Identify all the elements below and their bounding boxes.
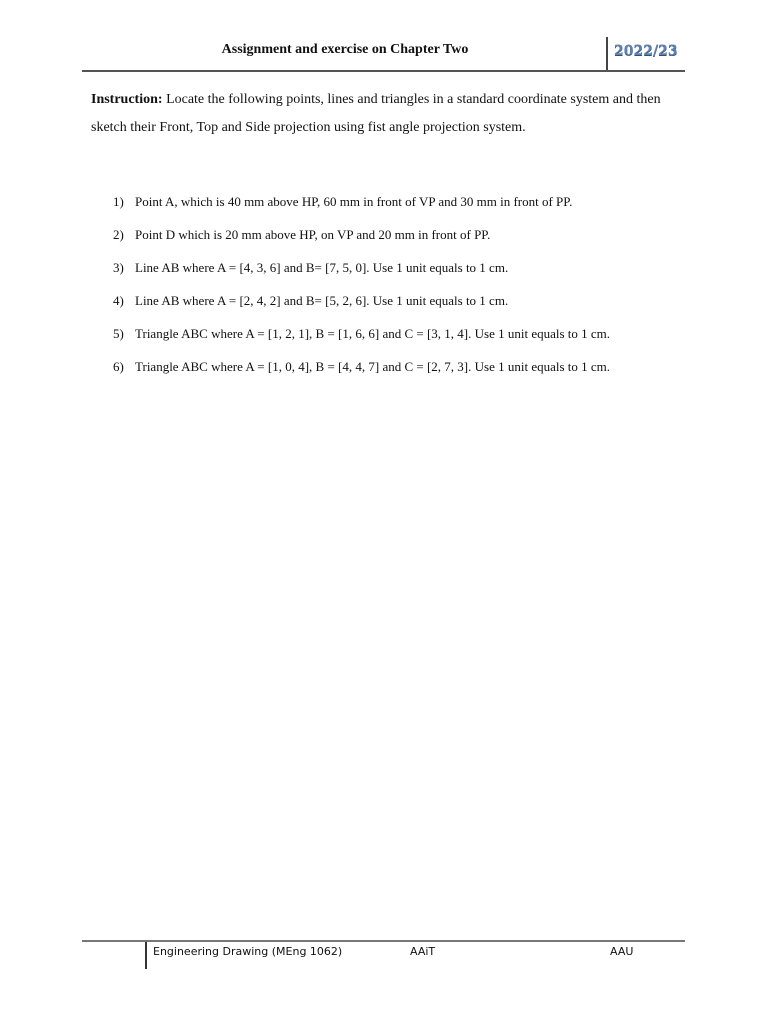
task-text: Point D which is 20 mm above HP, on VP and 20 mm in front of PP. [135,227,491,242]
task-text: Line AB where A = [2, 4, 2] and B= [5, 2, 6]. Use 1 unit equals to 1 cm. [135,293,509,308]
header-divider [606,37,608,70]
task-number: 3) [113,260,124,275]
instruction-paragraph [91,86,681,142]
list-item [113,259,713,292]
task-number: 1) [113,194,124,209]
footer-institute: AAiT [410,945,436,958]
footer-course: Engineering Drawing (MEng 1062) [153,945,343,958]
footer-divider [145,942,147,969]
task-number: 5) [113,326,124,341]
task-text: Line AB where A = [4, 3, 6] and B= [7, 5, 0]. Use 1 unit equals to 1 cm. [135,260,509,275]
header-title: Assignment and exercise on Chapter Two [221,42,469,57]
task-text: Triangle ABC where A = [1, 0, 4], B = [4, 4, 7] and C = [2, 7, 3]. Use 1 unit equals to 1 cm. [135,359,611,374]
footer-university: AAU [610,945,634,958]
task-number: 2) [113,227,124,242]
task-text: Triangle ABC where A = [1, 2, 1], B = [1, 6, 6] and C = [3, 1, 4]. Use 1 unit equals to 1 cm. [135,326,611,341]
footer-rule [82,940,685,942]
task-number: 6) [113,359,124,374]
list-item [113,226,713,259]
instruction-label: Instruction: [91,92,163,107]
list-item [113,292,713,325]
header-rule [82,70,685,72]
instruction-text: Locate the following points, lines and triangles in a standard coordinate system and then sketch their Front, Top and Side projection using fist angle projection system. [91,92,661,135]
header-year: 2022/23 [614,43,678,59]
task-text: Point A, which is 40 mm above HP, 60 mm in front of VP and 30 mm in front of PP. [135,194,573,209]
list-item [113,358,713,391]
list-item [113,325,713,358]
list-item [113,193,713,226]
task-list [113,193,713,391]
task-number: 4) [113,293,124,308]
